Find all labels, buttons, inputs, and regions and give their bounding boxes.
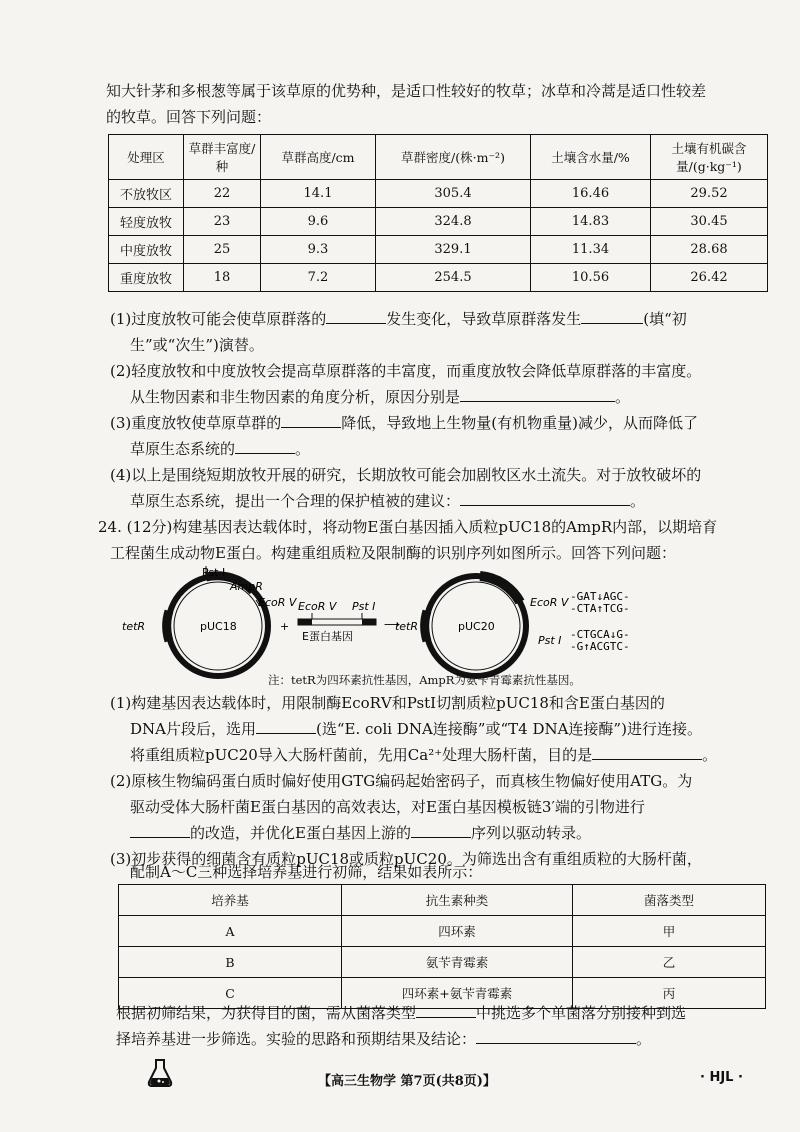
table-cell: 7.2: [261, 264, 376, 292]
tet-gene-segment: [167, 611, 169, 641]
table-cell: 14.83: [531, 208, 651, 236]
q24-p1d: 将重组质粒pUC20导入大肠杆菌前，先用Ca²⁺处理大肠杆菌，目的是: [130, 746, 593, 764]
figure-note: 注：tetR为四环素抗性基因，AmpR为氨苄青霉素抗性基因。: [268, 673, 581, 687]
table-header-cell: 处理区: [109, 135, 184, 180]
q23-p4a: (4)以上是围绕短期放牧开展的研究，长期放牧可能会加剧牧区水土流失。对于放牧破坏的: [110, 466, 702, 484]
q23-p2c: 。: [615, 388, 631, 406]
table-header-cell: 培养基: [119, 885, 342, 916]
flask-icon: [146, 1058, 174, 1088]
answer-blank[interactable]: [326, 307, 386, 324]
fig-ecorv-label-2: EcoR Ⅴ: [298, 600, 337, 613]
q23-p1a: (1)过度放牧可能会使草原群落的: [110, 310, 327, 328]
table-cell: 14.1: [261, 180, 376, 208]
q23-p4b: 草原生态系统，提出一个合理的保护植被的建议：: [130, 492, 461, 510]
table-header-cell: 抗生素种类: [342, 885, 573, 916]
fig-puc18-label: pUC18: [200, 620, 237, 633]
table-row: [119, 916, 766, 947]
tet-gene-segment-2: [425, 611, 427, 641]
q24-p1e: 。: [702, 746, 718, 764]
answer-blank[interactable]: [592, 743, 702, 760]
q24-p3b: 配制A～C三种选择培养基进行初筛，结果如表所示：: [130, 863, 483, 881]
footer-code: · HJL ·: [700, 1070, 743, 1085]
footer-page-info: 【高三生物学 第7页(共8页)】: [318, 1074, 496, 1089]
answer-blank[interactable]: [130, 821, 190, 838]
seq-ecorv-bottom: -CTA↑TCG-: [570, 602, 630, 615]
q24-p3c: 根据初筛结果，为获得目的菌，需从菌落类型: [116, 1004, 417, 1022]
intro-line-2: 的牧草。回答下列问题：: [106, 108, 272, 126]
egene-fragment-end-right: [362, 619, 376, 625]
q23-part4-line2: [130, 488, 770, 514]
table-cell: 轻度放牧: [109, 208, 184, 236]
fig-tet-label-1: tetR: [122, 620, 146, 633]
table-cell: 不放牧区: [109, 180, 184, 208]
q24-p1b: DNA片段后，选用: [130, 720, 256, 738]
selection-medium-table: [118, 884, 766, 1009]
table-header-row: [119, 885, 766, 916]
fig-amp-label: AmpR: [230, 580, 263, 593]
table-cell: 22: [184, 180, 261, 208]
grazing-data-table: [108, 134, 768, 292]
fig-psti-label: Pst Ⅰ: [202, 566, 226, 579]
table-cell: 23: [184, 208, 261, 236]
fig-egene-label: E蛋白基因: [302, 630, 353, 643]
q23-p2a: (2)轻度放牧和中度放牧会提高草原群落的丰富度，而重度放牧会降低草原群落的丰富度。: [110, 362, 702, 380]
answer-blank[interactable]: [416, 1001, 476, 1018]
q24-p1c: (选“E. coli DNA连接酶”或“T4 DNA连接酶”)进行连接。: [316, 720, 702, 738]
fig-puc20-label: pUC20: [458, 620, 495, 633]
q23-p3a: (3)重度放牧使草原草群的: [110, 414, 282, 432]
answer-blank[interactable]: [256, 717, 316, 734]
q23-p3c: 草原生态系统的: [130, 440, 236, 458]
fig-ecorv-label-1: EcoR Ⅴ: [258, 596, 297, 609]
table-cell: B: [119, 947, 342, 978]
table-cell: A: [119, 916, 342, 947]
fig-psti-label-2: Pst Ⅰ: [352, 600, 376, 613]
q23-p1c: (填“初: [643, 310, 687, 328]
egene-fragment-end-left: [298, 619, 312, 625]
table-header-row: [109, 135, 768, 180]
table-cell: 四环素+氨苄青霉素: [342, 978, 573, 1009]
q24-p2a: (2)原核生物编码蛋白质时偏好使用GTG编码起始密码子，而真核生物偏好使用ATG。为: [110, 772, 693, 790]
table-cell: 329.1: [376, 236, 531, 264]
q24-part3-line4: [116, 1026, 770, 1052]
fig-arrow: ⟶: [384, 618, 400, 631]
table-cell: 254.5: [376, 264, 531, 292]
q23-p1d: 生”或“次生”)演替。: [130, 336, 264, 354]
seq-psti-bottom: -G↑ACGTC-: [570, 640, 630, 653]
table-cell: 11.34: [531, 236, 651, 264]
answer-blank[interactable]: [235, 437, 295, 454]
answer-blank[interactable]: [460, 385, 615, 402]
table-cell: 18: [184, 264, 261, 292]
table-cell: 丙: [573, 978, 766, 1009]
table-cell: 16.46: [531, 180, 651, 208]
seq-psti-top: -CTGCA↓G-: [570, 628, 630, 641]
q23-part2-line2: [130, 384, 770, 410]
table-cell: 26.42: [651, 264, 768, 292]
q24-part1-line2: [130, 716, 770, 742]
table-cell: 29.52: [651, 180, 768, 208]
answer-blank[interactable]: [460, 489, 630, 506]
plasmid-figure: [118, 566, 688, 686]
q24-p3d: 中挑选多个单菌落分别接种到选: [476, 1004, 687, 1022]
answer-blank[interactable]: [476, 1027, 636, 1044]
q23-p3d: 。: [295, 440, 311, 458]
answer-blank[interactable]: [281, 411, 341, 428]
q24-part2-line3: [130, 820, 770, 846]
q24-part1-line3: [130, 742, 770, 768]
table-cell: 305.4: [376, 180, 531, 208]
q23-p2b: 从生物因素和非生物因素的角度分析，原因分别是: [130, 388, 461, 406]
q24-p3f: 。: [636, 1030, 652, 1048]
table-row: [119, 947, 766, 978]
table-row: [109, 264, 768, 292]
table-header-cell: 草群密度/(株·m⁻²): [376, 135, 531, 180]
seq-ecorv-label: EcoR Ⅴ: [530, 596, 569, 609]
fig-tet-label-2: tetR: [394, 620, 418, 633]
q23-part1-line1: [110, 306, 770, 332]
table-header-cell: 土壤有机碳含量/(g·kg⁻¹): [651, 135, 768, 180]
seq-psti-label: Pst Ⅰ: [538, 634, 562, 647]
fig-plus-sign: +: [280, 620, 290, 633]
table-cell: 28.68: [651, 236, 768, 264]
table-cell: 甲: [573, 916, 766, 947]
table-cell: C: [119, 978, 342, 1009]
seq-ecorv-top: -GAT↓AGC-: [570, 590, 630, 603]
q23-p3b: 降低，导致地上生物量(有机物重量)减少，从而降低了: [341, 414, 698, 432]
table-cell: 重度放牧: [109, 264, 184, 292]
table-cell: 中度放牧: [109, 236, 184, 264]
q23-p4c: 。: [630, 492, 646, 510]
table-cell: 30.45: [651, 208, 768, 236]
q23-part3-line1: [110, 410, 770, 436]
q24-p2b: 驱动受体大肠杆菌E蛋白基因的高效表达，对E蛋白基因模板链3′端的引物进行: [130, 798, 645, 816]
q24-head-2: 工程菌生成动物E蛋白。构建重组质粒及限制酶的识别序列如图所示。回答下列问题：: [110, 544, 676, 562]
q24-p3e: 择培养基进一步筛选。实验的思路和预期结果及结论：: [116, 1030, 477, 1048]
table-row: [109, 180, 768, 208]
intro-line-1: 知大针茅和多根葱等属于该草原的优势种，是适口性较好的牧草；冰草和冷蒿是适口性较差: [106, 82, 707, 100]
table-header-cell: 菌落类型: [573, 885, 766, 916]
q23-p1b: 发生变化，导致草原群落发生: [386, 310, 582, 328]
q24-p2c: 的改造，并优化E蛋白基因上游的: [190, 824, 411, 842]
table-cell: 9.6: [261, 208, 376, 236]
table-header-cell: 草群丰富度/种: [184, 135, 261, 180]
table-cell: 9.3: [261, 236, 376, 264]
q24-p3a: (3)初步获得的细菌含有质粒pUC18或质粒pUC20。为筛选出含有重组质粒的大肠杆菌，: [110, 850, 702, 868]
table-header-cell: 草群高度/cm: [261, 135, 376, 180]
table-header-cell: 土壤含水量/%: [531, 135, 651, 180]
table-cell: 氨苄青霉素: [342, 947, 573, 978]
table-row: [109, 208, 768, 236]
table-cell: 324.8: [376, 208, 531, 236]
table-cell: 乙: [573, 947, 766, 978]
q24-head-1: 24. (12分)构建基因表达载体时，将动物E蛋白基因插入质粒pUC18的AmpR内部，以期培育: [98, 518, 718, 536]
table-cell: 四环素: [342, 916, 573, 947]
table-row: [109, 236, 768, 264]
q23-part3-line2: [130, 436, 770, 462]
table-cell: 10.56: [531, 264, 651, 292]
answer-blank[interactable]: [581, 307, 643, 324]
answer-blank[interactable]: [411, 821, 471, 838]
q24-part3-line3: [116, 1000, 770, 1026]
q24-p1a: (1)构建基因表达载体时，用限制酶EcoRⅤ和PstⅠ切割质粒pUC18和含E蛋白基因的: [110, 694, 665, 712]
q24-p2d: 序列以驱动转录。: [470, 824, 591, 842]
table-cell: 25: [184, 236, 261, 264]
